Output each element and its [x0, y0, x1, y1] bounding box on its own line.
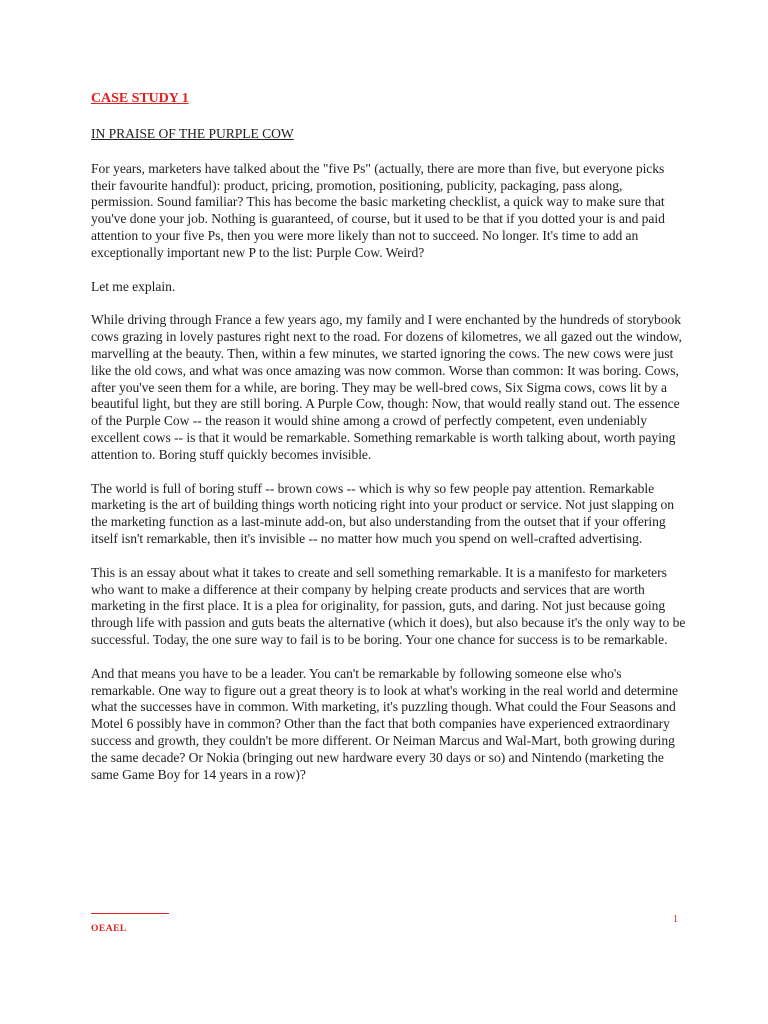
paragraph-france-cows: While driving through France a few years ago, my family and I were enchanted by the hundreds of storybook cows grazing in lovely pastures right next to the road. For dozens of kilometres, we all gazed out the window, marvelling at the beauty. Then, within a few minutes, we started ignoring the cows. The new cows were just like the old cows, and what was once amazing was now common. Worse than common: It was boring. Cows, after you've seen them for a while, are boring. They may be well-bred cows, Six Sigma cows, cows lit by a beautiful light, but they are still boring. A Purple Cow, though: Now, that would really stand out. The essence of the Purple Cow -- the reason it would shine among a crowd of perfectly competent, even undeniably excellent cows -- is that it would be remarkable. Something remarkable is worth talking about, worth paying attention to. Boring stuff quickly becomes invisible.	[91, 312, 682, 462]
page-number: 1	[673, 914, 678, 925]
paragraph-five-ps: For years, marketers have talked about the "five Ps" (actually, there are more than five, but everyone picks their favourite handful): product, pricing, promotion, positioning, publicity, packaging, pass along, permission. Sound familiar? This has become the basic marketing checklist, a quick way to make sure that you've done your job. Nothing is guaranteed, of course, but it used to be that if you dotted your is and paid attention to your five Ps, then you were more likely than not to succeed. No longer. It's time to add an exceptionally important new P to the list: Purple Cow. Weird?	[91, 160, 665, 260]
footer-divider	[91, 913, 169, 914]
document-body	[91, 90, 687, 800]
article-subtitle: IN PRAISE OF THE PURPLE COW	[91, 126, 294, 141]
footer-label: OEAEL	[91, 924, 127, 934]
paragraph-be-a-leader: And that means you have to be a leader. You can't be remarkable by following someone else who's remarkable. One way to figure out a great theory is to look at what's working in the real world and determine what the successes have in common. With marketing, it's puzzling though. What could the Four Seasons and Motel 6 possibly have in common? Other than the fact that both companies have experienced extraordinary success and growth, they couldn't be more different. Or Neiman Marcus and Wal-Mart, both growing during the same decade? Or Nokia (bringing out new hardware every 30 days or so) and Nintendo (marketing the same Game Boy for 14 years in a row)?	[91, 665, 679, 782]
paragraph-boring-stuff: The world is full of boring stuff -- brown cows -- which is why so few people pay attention. Remarkable marketing is the art of building things worth noticing right into your product or service. Not just slapping on the marketing function as a last-minute add-on, but also understanding from the outset that if your offering itself isn't remarkable, then it's invisible -- no matter how much you spend on well-crafted advertising.	[91, 480, 675, 546]
case-study-title: CASE STUDY 1	[91, 91, 189, 106]
paragraph-manifesto: This is an essay about what it takes to create and sell something remarkable. It is a manifesto for marketers who want to make a difference at their company by helping create products and services that are worth marketing in the first place. It is a plea for originality, for passion, guts, and daring. Not just because going through life with passion and guts beats the alternative (which it does), but also because it's the only way to be successful. Today, the one sure way to fail is to be boring. Your one chance for success is to be remarkable.	[91, 564, 686, 647]
paragraph-let-me-explain: Let me explain.	[91, 278, 176, 294]
